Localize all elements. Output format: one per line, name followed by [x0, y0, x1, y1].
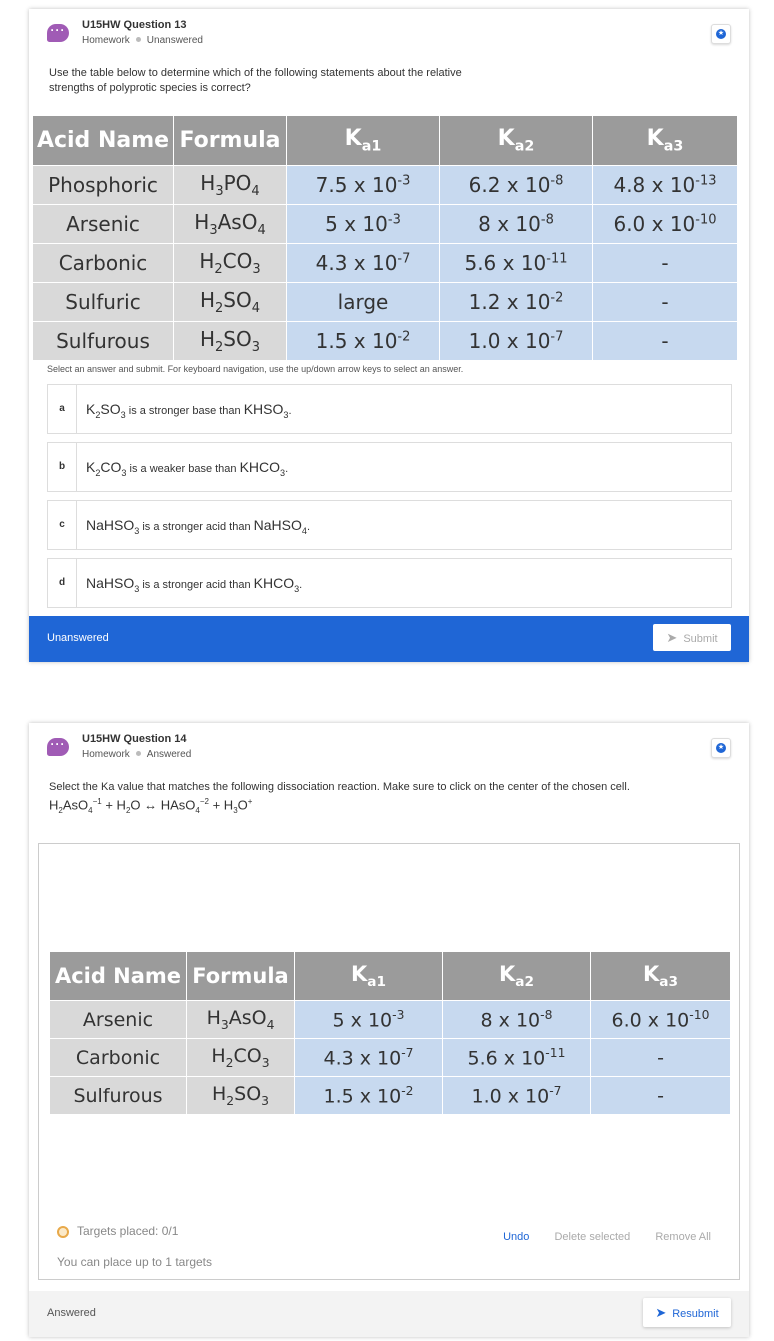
remove-all-button[interactable]: Remove All: [655, 1231, 711, 1243]
ka2-cell: 5.6 x $10^{-11}$: [440, 244, 593, 283]
column-header: Acid Name: [33, 116, 174, 166]
paper-plane-icon: ➤: [666, 630, 678, 645]
option-text: NaHSO$_3$ is a stronger acid than $KHCO_3$.: [86, 575, 303, 594]
table-header-row: [33, 116, 738, 166]
answer-option-b[interactable]: [47, 442, 732, 492]
table-row: [50, 1039, 731, 1077]
table-row: [33, 322, 738, 361]
option-letter: d: [48, 559, 77, 607]
table-row: [50, 1077, 731, 1115]
table-row: [33, 244, 738, 283]
answer-option-c[interactable]: [47, 500, 732, 550]
formula-cell: $H_3AsO_4$: [174, 205, 287, 244]
footer-status: Answered: [47, 1307, 96, 1319]
question-header: [29, 723, 749, 773]
table-row: [33, 205, 738, 244]
acid-name-cell: Sulfuric: [33, 283, 174, 322]
flag-star-icon: ★: [717, 30, 725, 37]
table-row: [33, 283, 738, 322]
table-header-row: [50, 952, 731, 1001]
option-letter: a: [48, 385, 77, 433]
formula-cell: $H_2SO_3$: [187, 1077, 295, 1115]
column-header: Formula: [174, 116, 287, 166]
question-footer: [29, 1291, 749, 1337]
option-text: NaHSO$_3$ is a stronger acid than NaHSO$_4$.: [86, 517, 310, 536]
ka2-cell: 1.2 x $10^{-2}$: [440, 283, 593, 322]
ka1-cell[interactable]: 4.3 x $10^{-7}$: [295, 1039, 443, 1077]
acid-name-cell: Arsenic: [33, 205, 174, 244]
question-category: Homework: [82, 749, 130, 760]
column-header-ka1: $K_{a1}$: [287, 116, 440, 166]
option-letter: c: [48, 501, 77, 549]
question-subtitle: [82, 749, 191, 760]
acid-table: [49, 951, 731, 1115]
formula-cell: $H_3PO_4$: [174, 166, 287, 205]
formula-cell: $H_2CO_3$: [174, 244, 287, 283]
ka1-cell: 1.5 x $10^{-2}$: [287, 322, 440, 361]
question-13-card: [29, 9, 749, 662]
ka1-cell: 7.5 x $10^{-3}$: [287, 166, 440, 205]
formula-cell: $H_3AsO_4$: [187, 1001, 295, 1039]
acid-table: [32, 115, 738, 361]
submit-button[interactable]: ➤ Submit: [653, 624, 731, 651]
column-header-ka2: $K_{a2}$: [443, 952, 591, 1001]
ka1-cell: 5 x $10^{-3}$: [287, 205, 440, 244]
ka1-cell: 4.3 x $10^{-7}$: [287, 244, 440, 283]
ka3-cell: 4.8 x $10^{-13}$: [593, 166, 738, 205]
column-header-ka3: $K_{a3}$: [591, 952, 731, 1001]
acid-name-cell: Carbonic: [33, 244, 174, 283]
dissociation-equation: $H_2AsO_4^{-1} + H_2O$ ↔ HAsO$_4^{-2}$ + $H_3O^+$: [49, 797, 253, 815]
undo-button[interactable]: Undo: [503, 1231, 530, 1243]
flag-star-icon: ★: [717, 744, 725, 751]
ka2-cell[interactable]: 5.6 x $10^{-11}$: [443, 1039, 591, 1077]
targets-placed: Targets placed: 0/1: [57, 1224, 178, 1238]
question-footer: [29, 616, 749, 662]
formula-cell: $H_2SO_3$: [174, 322, 287, 361]
paper-plane-icon: ➤: [655, 1305, 667, 1320]
footer-status: Unanswered: [47, 632, 109, 644]
question-status: Unanswered: [146, 35, 203, 46]
answer-option-a[interactable]: [47, 384, 732, 434]
ka3-cell: 6.0 x $10^{-10}$: [593, 205, 738, 244]
column-header: Acid Name: [50, 952, 187, 1001]
delete-selected-button[interactable]: Delete selected: [554, 1231, 631, 1243]
option-text: $K_2CO_3$ is a weaker base than $KHCO_3$.: [86, 459, 289, 478]
chat-bubble-icon: ···: [47, 738, 69, 756]
column-header-ka1: $K_{a1}$: [295, 952, 443, 1001]
ka3-cell: -: [593, 283, 738, 322]
ka3-cell[interactable]: -: [591, 1039, 731, 1077]
answer-option-d[interactable]: [47, 558, 732, 608]
flag-button[interactable]: [711, 24, 731, 44]
target-actions: [481, 1231, 711, 1243]
ka2-cell: 6.2 x $10^{-8}$: [440, 166, 593, 205]
target-circle-icon: [57, 1226, 69, 1238]
ka3-cell[interactable]: -: [591, 1077, 731, 1115]
ka1-cell[interactable]: 1.5 x $10^{-2}$: [295, 1077, 443, 1115]
column-header-ka3: $K_{a3}$: [593, 116, 738, 166]
question-status: Answered: [146, 749, 192, 760]
column-header: Formula: [187, 952, 295, 1001]
ka1-cell[interactable]: 5 x $10^{-3}$: [295, 1001, 443, 1039]
flag-button[interactable]: [711, 738, 731, 758]
acid-name-cell: Sulfurous: [50, 1077, 187, 1115]
resubmit-button[interactable]: ➤ Resubmit: [643, 1298, 731, 1327]
question-prompt: Use the table below to determine which of the following statements about the relative strengths of polyprotic species is correct?: [49, 67, 462, 94]
question-category: Homework: [82, 35, 130, 46]
acid-name-cell: Sulfurous: [33, 322, 174, 361]
question-14-card: [29, 723, 749, 1337]
ka2-cell[interactable]: 8 x $10^{-8}$: [443, 1001, 591, 1039]
acid-name-cell: Arsenic: [50, 1001, 187, 1039]
option-letter: b: [48, 443, 77, 491]
acid-name-cell: Phosphoric: [33, 166, 174, 205]
ka2-cell: 1.0 x $10^{-7}$: [440, 322, 593, 361]
ka2-cell: 8 x $10^{-8}$: [440, 205, 593, 244]
ka2-cell[interactable]: 1.0 x $10^{-7}$: [443, 1077, 591, 1115]
question-title: U15HW Question 13: [82, 19, 187, 31]
ka3-cell: -: [593, 322, 738, 361]
formula-cell: $H_2SO_4$: [174, 283, 287, 322]
answer-instructions: Select an answer and submit. For keyboard navigation, use the up/down arrow keys to select an answer.: [47, 364, 464, 374]
ka3-cell[interactable]: 6.0 x $10^{-10}$: [591, 1001, 731, 1039]
table-row: [50, 1001, 731, 1039]
ka1-cell: large: [287, 283, 440, 322]
option-text: $K_2SO_3$ is a stronger base than $KHSO_3$.: [86, 401, 292, 420]
acid-name-cell: Carbonic: [50, 1039, 187, 1077]
table-row: [33, 166, 738, 205]
question-prompt: Select the Ka value that matches the following dissociation reaction. Make sure to click on the center of the chosen cell.: [49, 781, 630, 793]
chat-bubble-icon: ···: [47, 24, 69, 42]
question-header: [29, 9, 749, 59]
ka3-cell: -: [593, 244, 738, 283]
formula-cell: $H_2CO_3$: [187, 1039, 295, 1077]
column-header-ka2: $K_{a2}$: [440, 116, 593, 166]
targets-limit: You can place up to 1 targets: [57, 1255, 213, 1269]
hotspot-area[interactable]: [38, 843, 740, 1280]
question-subtitle: [82, 35, 203, 46]
question-title: U15HW Question 14: [82, 733, 187, 745]
